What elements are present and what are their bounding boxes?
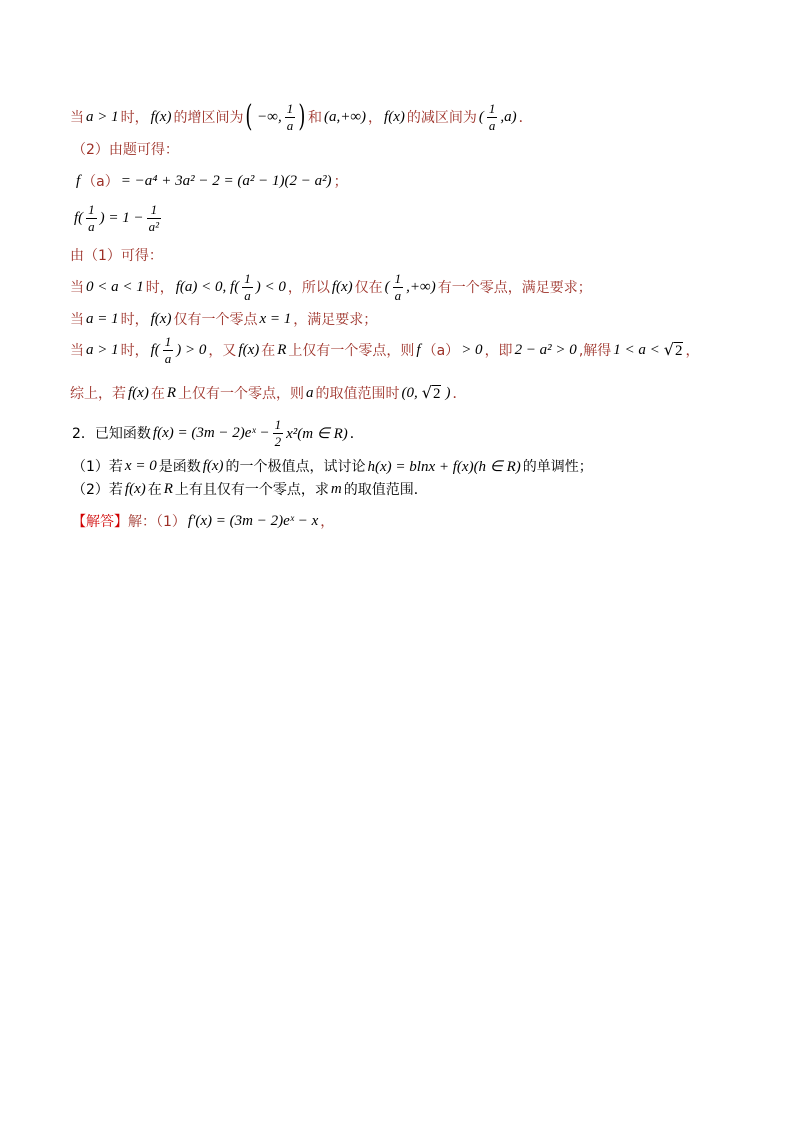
text-run: 仅在 [354, 280, 383, 296]
text-run: ． [452, 386, 467, 402]
text-run: ， [685, 343, 700, 359]
text-run: 由（1）可得： [70, 248, 163, 264]
fraction-denominator: a [488, 117, 496, 133]
math-expr: x = 0 [124, 457, 157, 474]
text-run: 解：（1） [128, 514, 186, 530]
solution-case-a-gt-1 [70, 332, 699, 368]
fraction-numerator: 1 [286, 100, 294, 116]
text-run: （1）若 [72, 459, 123, 475]
text-run: 是函数 [158, 459, 201, 475]
fraction-denominator: a [244, 287, 251, 303]
solution-from-part-1 [70, 245, 163, 265]
text-run: 上有且仅有一个零点，求 [174, 482, 329, 498]
text-run: ， [320, 514, 335, 530]
math-expr: ( [478, 108, 484, 125]
text-run: ，即 [484, 343, 513, 359]
math-expr: f(x) [238, 341, 260, 358]
text-run: （a） [82, 174, 119, 190]
fraction [285, 102, 296, 132]
math-expr: m [330, 480, 342, 497]
text-run: 和 [307, 110, 322, 126]
text-run: ，又 [208, 343, 237, 359]
math-expr: f′(x) = (3m − 2)eˣ − x [187, 512, 319, 529]
math-expr: a > 1 [86, 108, 119, 125]
math-expr: (0, [401, 384, 418, 401]
solution-case-a-eq-1 [70, 309, 377, 329]
math-expr: 0 < a < 1 [86, 278, 144, 295]
text-run: ． [518, 110, 533, 126]
math-expr: ) < 0 [255, 278, 286, 295]
math-expr: ) > 0 [176, 341, 207, 358]
fraction-numerator: 1 [164, 333, 172, 349]
text-run: ； [333, 174, 348, 190]
answer-tag: 【解答】 [72, 514, 128, 530]
text-run: 时， [120, 110, 149, 126]
math-expr: x²(m ∈ R) [286, 425, 348, 442]
text-run: 2．已知函数 [72, 426, 151, 442]
math-expr: R [163, 480, 173, 497]
square-root [422, 384, 442, 403]
math-expr: ,a) [500, 108, 517, 125]
text-run: 在 [147, 482, 162, 498]
fraction-numerator: 1 [274, 416, 282, 432]
radical-sign: √ [663, 339, 674, 359]
math-expr: f(x) [331, 278, 353, 295]
fraction-denominator: a² [148, 218, 160, 234]
math-expr: f [416, 341, 421, 358]
math-expr: 2 − a² > 0 [514, 341, 577, 358]
math-expr: f( [150, 341, 160, 358]
answer-line [72, 511, 334, 531]
text-run: 的单调性； [522, 459, 593, 475]
math-expr: R [166, 384, 176, 401]
text-run: 当 [70, 110, 84, 126]
text-run: 综上，若 [70, 386, 126, 402]
text-run: 的取值范围时 [315, 386, 400, 402]
text-run: ，所以 [287, 280, 330, 296]
text-run: ，满足要求； [293, 312, 378, 328]
text-run: 当 [70, 312, 84, 328]
text-run: 时， [120, 343, 149, 359]
text-run: 的一个极值点，试讨论 [225, 459, 366, 475]
math-expr: f(x) [128, 384, 149, 401]
math-expr: 1 < a < [613, 341, 660, 358]
big-left-paren: ( [245, 99, 253, 134]
radicand: 2 [432, 385, 441, 402]
text-run: ， [368, 110, 383, 126]
fraction-numerator: 1 [244, 270, 251, 286]
text-run: 仅有一个零点 [173, 312, 258, 328]
math-expr: a [306, 384, 314, 401]
fraction [487, 102, 498, 132]
text-run: 时， [120, 312, 149, 328]
text-run: 的增区间为 [173, 110, 244, 126]
radical-sign: √ [421, 382, 432, 402]
math-expr: a = 1 [86, 310, 119, 327]
solution-line-f-of-reciprocal [72, 200, 162, 236]
problem-2-stem [72, 415, 364, 451]
text-run: 在 [150, 386, 165, 402]
text-run: 上仅有一个零点，则 [178, 386, 304, 402]
math-expr: ( [384, 278, 390, 295]
big-right-paren: ) [298, 99, 306, 134]
math-expr: f [76, 172, 81, 189]
text-run: （2）由题可得： [72, 142, 179, 158]
fraction [147, 203, 161, 233]
text-run: （a） [422, 343, 460, 359]
math-expr: (a,+∞) [323, 108, 367, 125]
solution-line-intervals [70, 99, 533, 135]
text-run: 的取值范围． [343, 482, 428, 498]
math-expr: −∞, [257, 108, 282, 125]
text-run: 当 [70, 280, 84, 296]
math-expr: a > 1 [86, 341, 119, 358]
math-expr: f(x) [150, 310, 172, 327]
math-expr: x = 1 [259, 310, 292, 327]
math-expr: f(x) [384, 108, 405, 125]
math-expr: f(a) < 0, f( [175, 278, 240, 295]
solution-part-2-heading [72, 139, 179, 159]
text-run: 上仅有一个零点，则 [288, 343, 415, 359]
fraction [163, 335, 174, 365]
text-run: 当 [70, 343, 84, 359]
solution-line-f-of-a [74, 171, 348, 191]
problem-2-question-2 [72, 479, 428, 499]
math-expr: ) [445, 384, 451, 401]
fraction-denominator: a [88, 218, 95, 234]
fraction-numerator: 1 [488, 100, 496, 116]
fraction-numerator: 1 [150, 201, 158, 217]
text-run: 有一个零点，满足要求； [437, 280, 592, 296]
math-expr: f(x) [202, 457, 224, 474]
math-expr: R [277, 341, 287, 358]
math-expr: f(x) [124, 480, 146, 497]
math-expr: f( [74, 209, 84, 226]
solution-case-0-lt-a-lt-1 [70, 269, 592, 305]
math-expr: ) = 1 − [99, 209, 144, 226]
fraction-denominator: a [164, 350, 172, 366]
math-expr: ,+∞) [406, 278, 436, 295]
fraction [86, 203, 97, 233]
square-root [664, 341, 684, 360]
fraction [242, 272, 253, 302]
text-run: ． [349, 426, 364, 442]
text-run: 在 [261, 343, 276, 359]
math-expr: > 0 [461, 341, 483, 358]
fraction-denominator: 2 [274, 433, 282, 449]
fraction [393, 272, 404, 302]
text-run: 时， [145, 280, 174, 296]
radicand: 2 [674, 342, 683, 359]
fraction-numerator: 1 [88, 201, 95, 217]
solution-conclusion [70, 382, 466, 404]
fraction-denominator: a [286, 117, 294, 133]
problem-2-question-1 [72, 456, 593, 476]
fraction-numerator: 1 [394, 270, 402, 286]
math-expr: f(x) = (3m − 2)eˣ − [152, 424, 270, 441]
text-run: 的减区间为 [406, 110, 477, 126]
text-run: （2）若 [72, 482, 123, 498]
math-expr: h(x) = blnx + f(x)(h ∈ R) [367, 458, 521, 475]
math-expr: = −a⁴ + 3a² − 2 = (a² − 1)(2 − a²) [120, 172, 332, 189]
text-run: ,解得 [578, 343, 612, 359]
fraction-denominator: a [394, 287, 402, 303]
math-expr: f(x) [150, 108, 172, 125]
fraction [273, 418, 284, 448]
